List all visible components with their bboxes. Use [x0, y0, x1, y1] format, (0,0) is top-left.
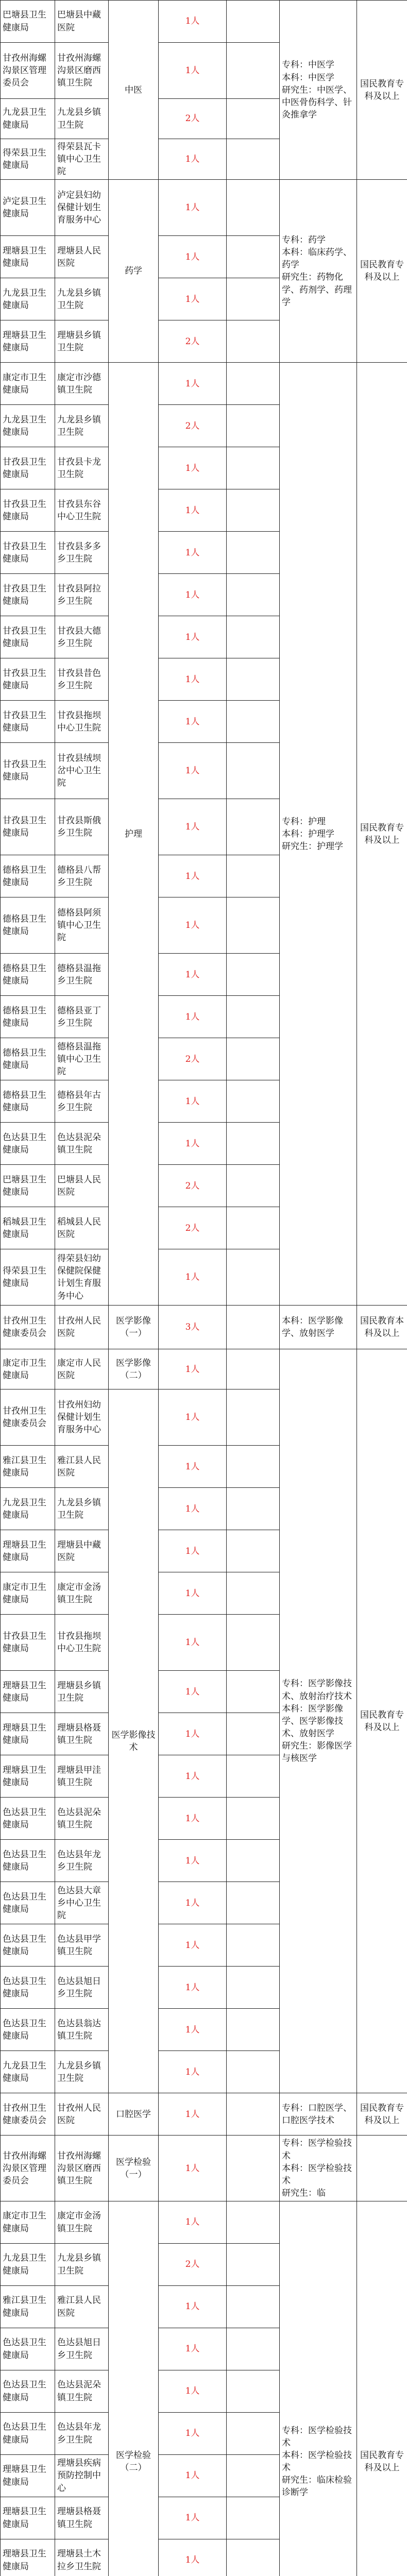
headcount-cell: 1人	[159, 616, 227, 658]
table-row	[1, 363, 407, 405]
department-cell: 色达县卫生健康局	[1, 1123, 55, 1165]
blank-cell	[227, 1446, 280, 1488]
headcount-cell: 1人	[159, 2497, 227, 2539]
department-cell: 九龙县卫生健康局	[1, 2244, 55, 2286]
employer-cell: 九龙县乡镇卫生院	[55, 2244, 109, 2286]
department-cell: 雅江县卫生健康局	[1, 2286, 55, 2328]
headcount-cell: 1人	[159, 2286, 227, 2328]
blank-cell	[227, 897, 280, 954]
blank-cell	[227, 1713, 280, 1755]
blank-cell	[227, 320, 280, 363]
employer-cell: 九龙县乡镇卫生院	[55, 1488, 109, 1530]
blank-cell	[227, 278, 280, 320]
headcount-cell: 1人	[159, 2328, 227, 2370]
employer-cell: 理塘县格聂镇卫生院	[55, 2497, 109, 2539]
department-cell: 康定市卫生健康局	[1, 1349, 55, 1389]
blank-cell	[227, 236, 280, 278]
employer-cell: 九龙县乡镇卫生院	[55, 2051, 109, 2093]
blank-cell	[227, 2413, 280, 2455]
blank-cell	[227, 1755, 280, 1798]
headcount-cell: 1人	[159, 447, 227, 489]
employer-cell: 雅江县人民医院	[55, 2286, 109, 2328]
department-cell: 九龙县卫生健康局	[1, 405, 55, 447]
headcount-cell: 1人	[159, 489, 227, 532]
department-cell: 色达县卫生健康局	[1, 2413, 55, 2455]
headcount-cell: 3人	[159, 1306, 227, 1349]
department-cell: 色达县卫生健康局	[1, 1924, 55, 1967]
employer-cell: 色达县翁达镇卫生院	[55, 2009, 109, 2051]
department-cell: 甘孜州卫生健康委员会	[1, 1389, 55, 1446]
department-cell: 九龙县卫生健康局	[1, 99, 55, 139]
department-cell: 理塘县卫生健康局	[1, 1530, 55, 1572]
employer-cell: 色达县甲学镇卫生院	[55, 1924, 109, 1967]
blank-cell	[227, 2370, 280, 2413]
position-major-cell: 护理	[109, 363, 159, 1306]
blank-cell	[227, 43, 280, 99]
blank-cell	[227, 1572, 280, 1615]
blank-cell	[227, 1967, 280, 2009]
department-cell: 雅江县卫生健康局	[1, 1446, 55, 1488]
department-cell: 德格县卫生健康局	[1, 855, 55, 897]
headcount-cell: 1人	[159, 1080, 227, 1123]
employer-cell: 巴塘县中藏医院	[55, 1, 109, 43]
major-requirement-cell: 专科：药学 本科：临床药学、药学 研究生：药物化学、药剂学、药理学	[280, 180, 357, 363]
blank-cell	[227, 139, 280, 180]
headcount-cell: 1人	[159, 855, 227, 897]
position-major-cell: 医学检验（二）	[109, 2201, 159, 2576]
blank-cell	[227, 1671, 280, 1713]
blank-cell	[227, 1, 280, 43]
blank-cell	[227, 1306, 280, 1349]
headcount-cell: 1人	[159, 2093, 227, 2136]
education-requirement-cell	[357, 2136, 407, 2201]
headcount-cell: 1人	[159, 139, 227, 180]
employer-cell: 甘孜县拖坝中心卫生院	[55, 701, 109, 743]
employer-cell: 甘孜县卡龙卫生院	[55, 447, 109, 489]
employer-cell: 德格县温拖乡卫生院	[55, 954, 109, 996]
blank-cell	[227, 1165, 280, 1207]
department-cell: 甘孜州海螺沟景区管理委员会	[1, 2136, 55, 2201]
department-cell: 甘孜县卫生健康局	[1, 743, 55, 799]
employer-cell: 德格县温拖镇中心卫生院	[55, 1038, 109, 1080]
headcount-cell: 1人	[159, 180, 227, 236]
headcount-cell: 1人	[159, 2370, 227, 2413]
blank-cell	[227, 1389, 280, 1446]
department-cell: 甘孜县卫生健康局	[1, 532, 55, 574]
employer-cell: 甘孜州人民医院	[55, 2093, 109, 2136]
department-cell: 巴塘县卫生健康局	[1, 1, 55, 43]
department-cell: 理塘县卫生健康局	[1, 1713, 55, 1755]
department-cell: 得荣县卫生健康局	[1, 1249, 55, 1306]
department-cell: 德格县卫生健康局	[1, 996, 55, 1038]
headcount-cell: 2人	[159, 1165, 227, 1207]
education-requirement-cell: 国民教育专科及以上	[357, 363, 407, 1306]
department-cell: 色达县卫生健康局	[1, 1798, 55, 1840]
headcount-cell: 1人	[159, 1123, 227, 1165]
employer-cell: 色达县泥朵镇卫生院	[55, 1798, 109, 1840]
employer-cell: 甘孜县昔色乡卫生院	[55, 658, 109, 701]
department-cell: 康定市卫生健康局	[1, 363, 55, 405]
position-major-cell: 医学影像技术	[109, 1389, 159, 2093]
employer-cell: 得荣县妇幼保健院保健计划生育服务中心	[55, 1249, 109, 1306]
headcount-cell: 1人	[159, 1798, 227, 1840]
blank-cell	[227, 1349, 280, 1389]
department-cell: 甘孜州卫生健康委员会	[1, 1306, 55, 1349]
employer-cell: 甘孜县绒坝岔中心卫生院	[55, 743, 109, 799]
department-cell: 理塘县卫生健康局	[1, 2539, 55, 2576]
position-major-cell: 医学影像（一）	[109, 1306, 159, 1349]
headcount-cell: 1人	[159, 574, 227, 616]
department-cell: 九龙县卫生健康局	[1, 1488, 55, 1530]
department-cell: 九龙县卫生健康局	[1, 2051, 55, 2093]
blank-cell	[227, 2136, 280, 2201]
blank-cell	[227, 658, 280, 701]
employer-cell: 甘孜州海螺沟景区磨西镇卫生院	[55, 2136, 109, 2201]
employer-cell: 雅江县人民医院	[55, 1446, 109, 1488]
major-requirement-cell: 专科：医学影像技术、放射治疗技术 本科：医学影像学、医学影像技术、放射医学 研究生：影像医学与核医学	[280, 1349, 357, 2093]
blank-cell	[227, 1123, 280, 1165]
department-cell: 色达县卫生健康局	[1, 2370, 55, 2413]
blank-cell	[227, 2286, 280, 2328]
department-cell: 理塘县卫生健康局	[1, 1671, 55, 1713]
position-major-cell: 中医	[109, 1, 159, 180]
blank-cell	[227, 2093, 280, 2136]
blank-cell	[227, 2497, 280, 2539]
employer-cell: 泸定县妇幼保健计划生育服务中心	[55, 180, 109, 236]
headcount-cell: 1人	[159, 1671, 227, 1713]
department-cell: 德格县卫生健康局	[1, 1038, 55, 1080]
headcount-cell: 1人	[159, 1755, 227, 1798]
department-cell: 德格县卫生健康局	[1, 1080, 55, 1123]
headcount-cell: 1人	[159, 2455, 227, 2497]
employer-cell: 色达县旭日乡卫生院	[55, 2328, 109, 2370]
table-row	[1, 2136, 407, 2201]
headcount-cell: 1人	[159, 43, 227, 99]
blank-cell	[227, 2051, 280, 2093]
employer-cell: 理塘县疾病预防控制中心	[55, 2455, 109, 2497]
employer-cell: 得荣县瓦卡镇中心卫生院	[55, 139, 109, 180]
blank-cell	[227, 1615, 280, 1671]
position-major-cell: 药学	[109, 180, 159, 363]
blank-cell	[227, 532, 280, 574]
employer-cell: 甘孜县东谷中心卫生院	[55, 489, 109, 532]
major-requirement-cell: 本科：医学影像学、放射医学	[280, 1306, 357, 1349]
employer-cell: 色达县泥朵镇卫生院	[55, 2370, 109, 2413]
employer-cell: 巴塘县人民医院	[55, 1165, 109, 1207]
department-cell: 色达县卫生健康局	[1, 1967, 55, 2009]
employer-cell: 理塘县格聂镇卫生院	[55, 1713, 109, 1755]
headcount-cell: 1人	[159, 1840, 227, 1882]
major-requirement-cell: 专科：护理 本科：护理学 研究生：护理学	[280, 363, 357, 1306]
headcount-cell: 2人	[159, 1207, 227, 1249]
employer-cell: 理塘县甲洼镇卫生院	[55, 1755, 109, 1798]
employer-cell: 康定市金汤镇卫生院	[55, 2201, 109, 2244]
headcount-cell: 1人	[159, 1, 227, 43]
department-cell: 巴塘县卫生健康局	[1, 1165, 55, 1207]
employer-cell: 色达县旭日乡卫生院	[55, 1967, 109, 2009]
employer-cell: 康定市金汤镇卫生院	[55, 1572, 109, 1615]
headcount-cell: 1人	[159, 278, 227, 320]
headcount-cell: 1人	[159, 1488, 227, 1530]
employer-cell: 理塘县土木拉乡卫生院	[55, 2539, 109, 2576]
position-major-cell: 医学影像（二）	[109, 1349, 159, 1389]
education-requirement-cell: 国民教育本科及以上	[357, 1306, 407, 1349]
headcount-cell: 1人	[159, 1967, 227, 2009]
employer-cell: 稻城县人民医院	[55, 1207, 109, 1249]
department-cell: 理塘县卫生健康局	[1, 320, 55, 363]
headcount-cell: 1人	[159, 1713, 227, 1755]
department-cell: 甘孜县卫生健康局	[1, 1615, 55, 1671]
education-requirement-cell: 国民教育专科及以上	[357, 2093, 407, 2136]
department-cell: 九龙县卫生健康局	[1, 278, 55, 320]
employer-cell: 理塘县乡镇卫生院	[55, 1671, 109, 1713]
blank-cell	[227, 574, 280, 616]
employer-cell: 色达县泥朵镇卫生院	[55, 1123, 109, 1165]
education-requirement-cell: 国民教育专科及以上	[357, 180, 407, 363]
blank-cell	[227, 1207, 280, 1249]
employer-cell: 康定市人民医院	[55, 1349, 109, 1389]
blank-cell	[227, 799, 280, 855]
employer-cell: 理塘县中藏医院	[55, 1530, 109, 1572]
headcount-cell: 1人	[159, 1249, 227, 1306]
headcount-cell: 1人	[159, 363, 227, 405]
department-cell: 甘孜州海螺沟景区管理委员会	[1, 43, 55, 99]
employer-cell: 理塘县人民医院	[55, 236, 109, 278]
blank-cell	[227, 2201, 280, 2244]
headcount-cell: 1人	[159, 236, 227, 278]
headcount-cell: 2人	[159, 405, 227, 447]
department-cell: 色达县卫生健康局	[1, 1840, 55, 1882]
blank-cell	[227, 2539, 280, 2576]
employer-cell: 德格县阿须镇中心卫生院	[55, 897, 109, 954]
headcount-cell: 1人	[159, 897, 227, 954]
headcount-cell: 1人	[159, 2413, 227, 2455]
table-row	[1, 1349, 407, 1389]
education-requirement-cell: 国民教育专科及以上	[357, 2201, 407, 2576]
headcount-cell: 1人	[159, 799, 227, 855]
blank-cell	[227, 489, 280, 532]
headcount-cell: 1人	[159, 701, 227, 743]
department-cell: 德格县卫生健康局	[1, 897, 55, 954]
blank-cell	[227, 2009, 280, 2051]
headcount-cell: 1人	[159, 1615, 227, 1671]
department-cell: 康定市卫生健康局	[1, 2201, 55, 2244]
department-cell: 色达县卫生健康局	[1, 2328, 55, 2370]
headcount-cell: 1人	[159, 1349, 227, 1389]
department-cell: 得荣县卫生健康局	[1, 139, 55, 180]
employer-cell: 甘孜县大德乡卫生院	[55, 616, 109, 658]
department-cell: 康定市卫生健康局	[1, 1572, 55, 1615]
blank-cell	[227, 1530, 280, 1572]
blank-cell	[227, 954, 280, 996]
employer-cell: 九龙县乡镇卫生院	[55, 99, 109, 139]
headcount-cell: 1人	[159, 996, 227, 1038]
headcount-cell: 1人	[159, 743, 227, 799]
blank-cell	[227, 855, 280, 897]
department-cell: 甘孜县卫生健康局	[1, 489, 55, 532]
headcount-cell: 1人	[159, 2009, 227, 2051]
education-requirement-cell: 国民教育专科及以上	[357, 1349, 407, 2093]
table-body	[1, 1, 407, 2576]
employer-cell: 甘孜县斯俄乡卫生院	[55, 799, 109, 855]
blank-cell	[227, 1038, 280, 1080]
headcount-cell: 1人	[159, 1446, 227, 1488]
headcount-cell: 1人	[159, 658, 227, 701]
blank-cell	[227, 447, 280, 489]
table-row	[1, 2201, 407, 2244]
major-requirement-cell: 专科：口腔医学、口腔医学技术	[280, 2093, 357, 2136]
employer-cell: 甘孜县阿拉乡卫生院	[55, 574, 109, 616]
blank-cell	[227, 1488, 280, 1530]
major-requirement-cell: 专科：医学检验技术 本科：医学检验技术 研究生：临床检验诊断学	[280, 2201, 357, 2576]
department-cell: 甘孜县卫生健康局	[1, 701, 55, 743]
blank-cell	[227, 405, 280, 447]
headcount-cell: 1人	[159, 2539, 227, 2576]
employer-cell: 理塘县乡镇卫生院	[55, 320, 109, 363]
blank-cell	[227, 1924, 280, 1967]
blank-cell	[227, 1798, 280, 1840]
blank-cell	[227, 2328, 280, 2370]
table-row	[1, 1, 407, 43]
employer-cell: 九龙县乡镇卫生院	[55, 278, 109, 320]
table-row	[1, 2093, 407, 2136]
employer-cell: 德格县八帮乡卫生院	[55, 855, 109, 897]
employer-cell: 九龙县乡镇卫生院	[55, 405, 109, 447]
headcount-cell: 2人	[159, 320, 227, 363]
department-cell: 色达县卫生健康局	[1, 1882, 55, 1924]
headcount-cell: 1人	[159, 2136, 227, 2201]
blank-cell	[227, 1840, 280, 1882]
headcount-cell: 1人	[159, 1389, 227, 1446]
employer-cell: 甘孜县拖坝中心卫生院	[55, 1615, 109, 1671]
department-cell: 甘孜县卫生健康局	[1, 574, 55, 616]
blank-cell	[227, 996, 280, 1038]
department-cell: 甘孜县卫生健康局	[1, 658, 55, 701]
major-requirement-cell: 专科：中医学 本科：中医学 研究生：中医学、中医骨伤科学、针灸推拿学	[280, 1, 357, 180]
blank-cell	[227, 2455, 280, 2497]
headcount-cell: 2人	[159, 1038, 227, 1080]
department-cell: 理塘县卫生健康局	[1, 2455, 55, 2497]
blank-cell	[227, 180, 280, 236]
employer-cell: 甘孜州海螺沟景区磨西镇卫生院	[55, 43, 109, 99]
headcount-cell: 2人	[159, 2244, 227, 2286]
headcount-cell: 1人	[159, 1530, 227, 1572]
position-major-cell: 医学检验（一）	[109, 2136, 159, 2201]
employer-cell: 甘孜县多多乡卫生院	[55, 532, 109, 574]
employer-cell: 德格县年古乡卫生院	[55, 1080, 109, 1123]
table-row	[1, 180, 407, 236]
blank-cell	[227, 363, 280, 405]
department-cell: 甘孜州卫生健康委员会	[1, 2093, 55, 2136]
department-cell: 理塘县卫生健康局	[1, 2497, 55, 2539]
blank-cell	[227, 701, 280, 743]
department-cell: 泸定县卫生健康局	[1, 180, 55, 236]
employer-cell: 甘孜州人民医院	[55, 1306, 109, 1349]
headcount-cell: 1人	[159, 2051, 227, 2093]
headcount-cell: 1人	[159, 1924, 227, 1967]
employer-cell: 德格县亚丁乡卫生院	[55, 996, 109, 1038]
blank-cell	[227, 616, 280, 658]
department-cell: 色达县卫生健康局	[1, 2009, 55, 2051]
employer-cell: 色达县大章乡中心卫生院	[55, 1882, 109, 1924]
blank-cell	[227, 1249, 280, 1306]
employer-cell: 甘孜州妇幼保健计划生育服务中心	[55, 1389, 109, 1446]
blank-cell	[227, 2244, 280, 2286]
blank-cell	[227, 1882, 280, 1924]
position-major-cell: 口腔医学	[109, 2093, 159, 2136]
education-requirement-cell: 国民教育专科及以上	[357, 1, 407, 180]
employer-cell: 色达县年龙乡卫生院	[55, 1840, 109, 1882]
department-cell: 理塘县卫生健康局	[1, 1755, 55, 1798]
headcount-cell: 2人	[159, 99, 227, 139]
department-cell: 德格县卫生健康局	[1, 954, 55, 996]
department-cell: 理塘县卫生健康局	[1, 236, 55, 278]
blank-cell	[227, 743, 280, 799]
headcount-cell: 1人	[159, 532, 227, 574]
department-cell: 稻城县卫生健康局	[1, 1207, 55, 1249]
headcount-cell: 1人	[159, 954, 227, 996]
department-cell: 甘孜县卫生健康局	[1, 616, 55, 658]
blank-cell	[227, 1080, 280, 1123]
department-cell: 甘孜县卫生健康局	[1, 447, 55, 489]
blank-cell	[227, 99, 280, 139]
headcount-cell: 1人	[159, 1572, 227, 1615]
major-requirement-cell: 专科：医学检验技术 本科：医学检验技术 研究生：临	[280, 2136, 357, 2201]
employer-cell: 康定市沙德镇卫生院	[55, 363, 109, 405]
employer-cell: 色达县年龙乡卫生院	[55, 2413, 109, 2455]
department-cell: 甘孜县卫生健康局	[1, 799, 55, 855]
headcount-cell: 1人	[159, 1882, 227, 1924]
headcount-cell: 1人	[159, 2201, 227, 2244]
table-row	[1, 1306, 407, 1349]
